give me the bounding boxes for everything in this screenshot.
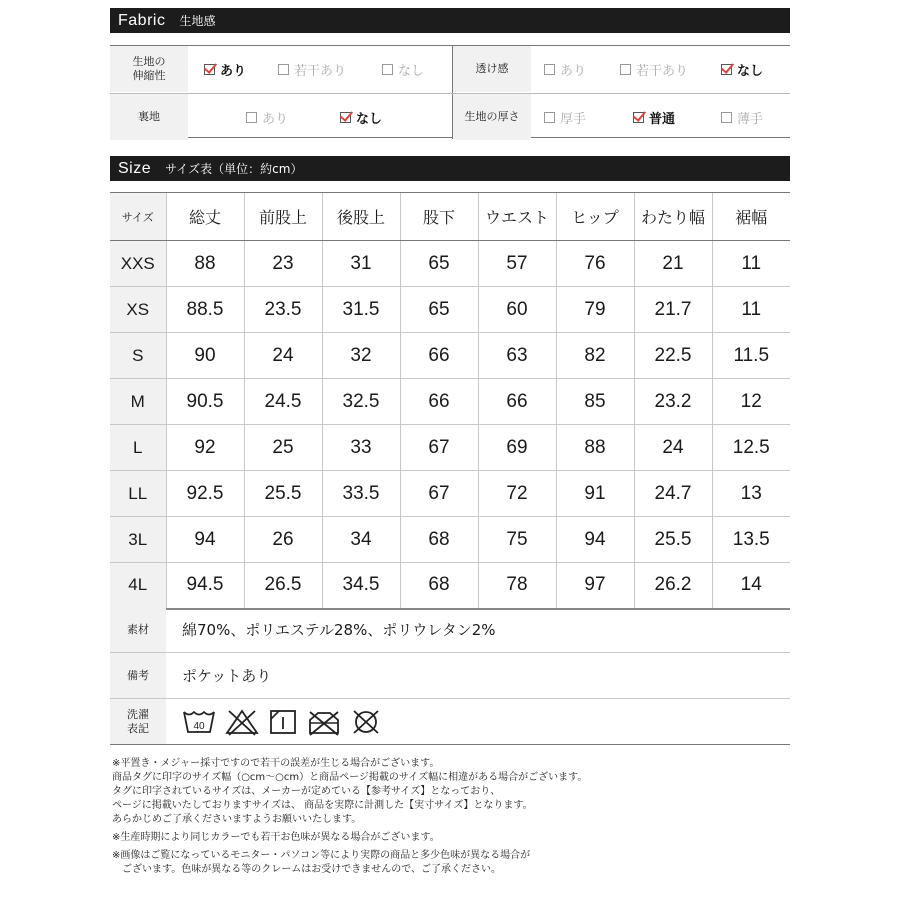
size-value-cell: 32 xyxy=(322,333,400,379)
size-value-cell: 68 xyxy=(400,517,478,563)
size-value-cell: 88.5 xyxy=(166,287,244,333)
size-value-cell: 97 xyxy=(556,563,634,609)
size-value-cell: 60 xyxy=(478,287,556,333)
transparency-label: 透け感 xyxy=(453,46,531,92)
option-label: 若干あり xyxy=(636,63,689,79)
option-label: あり xyxy=(220,63,247,79)
fabric-grid xyxy=(110,45,790,138)
thickness-label: 生地の厚さ xyxy=(453,94,531,140)
column-header: 後股上 xyxy=(322,193,400,241)
option-label: 薄手 xyxy=(737,111,764,127)
transparency-option-yes xyxy=(544,46,586,92)
size-value-cell: 75 xyxy=(478,517,556,563)
checkbox-empty-icon xyxy=(278,64,289,75)
checkbox-empty-icon xyxy=(620,64,631,75)
wash-temp-text: 40 xyxy=(193,720,205,732)
size-value-cell: 92 xyxy=(166,425,244,471)
size-value-cell: 23.5 xyxy=(244,287,322,333)
size-header xyxy=(110,156,790,181)
option-label: あり xyxy=(560,63,587,79)
checkbox-empty-icon xyxy=(382,64,393,75)
checkbox-empty-icon xyxy=(721,112,732,123)
size-label-cell: S xyxy=(110,333,166,379)
size-label-cell: 3L xyxy=(110,517,166,563)
size-value-cell: 24 xyxy=(244,333,322,379)
size-value-cell: 82 xyxy=(556,333,634,379)
size-value-cell: 90.5 xyxy=(166,379,244,425)
fabric-row-lining-thickness xyxy=(110,93,790,139)
size-label-cell: XS xyxy=(110,287,166,333)
size-value-cell: 34 xyxy=(322,517,400,563)
size-row xyxy=(110,333,790,379)
lining-option-no xyxy=(340,94,382,140)
size-value-cell: 21 xyxy=(634,241,712,287)
checkbox-empty-icon xyxy=(246,112,257,123)
note-line: あらかじめご了承くださいますようお願いいたします。 xyxy=(112,814,362,825)
size-table xyxy=(110,192,790,610)
size-value-cell: 26.2 xyxy=(634,563,712,609)
remarks-value: ポケットあり xyxy=(182,667,272,685)
thickness-option-thin xyxy=(721,94,763,140)
size-row xyxy=(110,241,790,287)
no-dry-clean-icon xyxy=(350,708,382,736)
size-value-cell: 11.5 xyxy=(712,333,790,379)
option-label: 若干あり xyxy=(294,63,347,79)
note-line: タグに印字されているサイズは、メーカーが定めている【参考サイズ】となっており、 xyxy=(112,786,501,797)
size-value-cell: 25.5 xyxy=(634,517,712,563)
column-header: 股下 xyxy=(400,193,478,241)
size-value-cell: 13 xyxy=(712,471,790,517)
size-value-cell: 12.5 xyxy=(712,425,790,471)
size-label-cell: M xyxy=(110,379,166,425)
care-row xyxy=(110,699,790,745)
fabric-title-en: Fabric xyxy=(118,11,166,29)
option-label: 普通 xyxy=(649,111,676,127)
size-value-cell: 21.7 xyxy=(634,287,712,333)
checkbox-checked-icon xyxy=(721,64,732,75)
size-value-cell: 13.5 xyxy=(712,517,790,563)
size-value-cell: 78 xyxy=(478,563,556,609)
size-value-cell: 92.5 xyxy=(166,471,244,517)
column-header: 裾幅 xyxy=(712,193,790,241)
remarks-label: 備考 xyxy=(110,653,166,698)
lining-label: 裏地 xyxy=(110,94,188,140)
size-label-cell: XXS xyxy=(110,241,166,287)
size-value-cell: 26.5 xyxy=(244,563,322,609)
column-header: ヒップ xyxy=(556,193,634,241)
size-row xyxy=(110,517,790,563)
size-value-cell: 68 xyxy=(400,563,478,609)
note-line: 商品タグに印字のサイズ幅（○cm～○cm）と商品ページ掲載のサイズ幅に相違がある場合がございます。 xyxy=(112,772,588,783)
option-label: なし xyxy=(356,111,383,127)
transparency-option-none xyxy=(721,46,763,92)
line-dry-shade-icon xyxy=(268,708,298,736)
size-value-cell: 33.5 xyxy=(322,471,400,517)
size-value-cell: 31 xyxy=(322,241,400,287)
stretch-option-yes xyxy=(204,46,246,92)
size-value-cell: 57 xyxy=(478,241,556,287)
size-value-cell: 26 xyxy=(244,517,322,563)
no-bleach-icon xyxy=(225,708,259,736)
size-value-cell: 88 xyxy=(556,425,634,471)
option-label: 厚手 xyxy=(560,111,587,127)
no-tumble-dry-icon xyxy=(307,708,341,736)
care-label: 洗濯 表記 xyxy=(110,699,166,744)
material-label: 素材 xyxy=(110,607,166,652)
size-value-cell: 32.5 xyxy=(322,379,400,425)
checkbox-empty-icon xyxy=(544,64,555,75)
option-label: あり xyxy=(262,111,289,127)
note-line: ※画像はご覧になっているモニター・パソコン等により実際の商品と多少色味が異なる場合が xyxy=(112,850,531,861)
size-value-cell: 63 xyxy=(478,333,556,379)
size-value-cell: 65 xyxy=(400,241,478,287)
option-label: なし xyxy=(398,63,425,79)
size-label-cell: 4L xyxy=(110,563,166,609)
size-value-cell: 91 xyxy=(556,471,634,517)
size-value-cell: 67 xyxy=(400,471,478,517)
size-value-cell: 14 xyxy=(712,563,790,609)
stretch-option-none xyxy=(382,46,424,92)
size-value-cell: 94 xyxy=(556,517,634,563)
size-value-cell: 69 xyxy=(478,425,556,471)
size-title-jp: サイズ表（単位：約cm） xyxy=(165,162,303,176)
size-row xyxy=(110,563,790,609)
size-value-cell: 23.2 xyxy=(634,379,712,425)
size-value-cell: 67 xyxy=(400,425,478,471)
size-value-cell: 79 xyxy=(556,287,634,333)
fabric-row-stretch-transparency xyxy=(110,46,790,92)
size-value-cell: 33 xyxy=(322,425,400,471)
checkbox-checked-icon xyxy=(340,112,351,123)
size-corner-header: サイズ xyxy=(110,193,166,241)
size-value-cell: 90 xyxy=(166,333,244,379)
size-row xyxy=(110,471,790,517)
material-row xyxy=(110,607,790,653)
size-value-cell: 11 xyxy=(712,241,790,287)
size-value-cell: 11 xyxy=(712,287,790,333)
size-value-cell: 66 xyxy=(478,379,556,425)
size-value-cell: 72 xyxy=(478,471,556,517)
material-value: 綿70%、ポリエステル28%、ポリウレタン2% xyxy=(182,621,496,639)
care-icons xyxy=(182,699,382,744)
size-value-cell: 66 xyxy=(400,333,478,379)
size-value-cell: 25 xyxy=(244,425,322,471)
transparency-option-slight xyxy=(620,46,688,92)
column-header: わたり幅 xyxy=(634,193,712,241)
size-value-cell: 34.5 xyxy=(322,563,400,609)
checkbox-checked-icon xyxy=(204,64,215,75)
column-header: 前股上 xyxy=(244,193,322,241)
size-value-cell: 66 xyxy=(400,379,478,425)
note-line: ページに掲載いたしておりますサイズは、 商品を実際に計測した【実寸サイズ】となります。 xyxy=(112,800,533,811)
stretch-label: 生地の 伸縮性 xyxy=(110,46,188,92)
size-value-cell: 94 xyxy=(166,517,244,563)
size-value-cell: 76 xyxy=(556,241,634,287)
stretch-option-slight xyxy=(278,46,346,92)
size-value-cell: 24 xyxy=(634,425,712,471)
lining-option-yes xyxy=(246,94,288,140)
wash-40-icon xyxy=(182,708,216,736)
size-value-cell: 94.5 xyxy=(166,563,244,609)
fabric-title-jp: 生地感 xyxy=(179,14,216,28)
size-row xyxy=(110,425,790,471)
note-line: ございます。色味が異なる等のクレームはお受けできませんので、ご了承ください。 xyxy=(112,864,501,875)
size-value-cell: 12 xyxy=(712,379,790,425)
size-label-cell: LL xyxy=(110,471,166,517)
fabric-header xyxy=(110,8,790,33)
thickness-option-normal xyxy=(633,94,675,140)
remarks-row xyxy=(110,653,790,699)
size-value-cell: 25.5 xyxy=(244,471,322,517)
thickness-option-thick xyxy=(544,94,586,140)
size-value-cell: 65 xyxy=(400,287,478,333)
notes xyxy=(112,757,792,877)
column-header: 総丈 xyxy=(166,193,244,241)
size-table-header-row xyxy=(110,193,790,241)
size-value-cell: 23 xyxy=(244,241,322,287)
size-value-cell: 22.5 xyxy=(634,333,712,379)
size-row xyxy=(110,287,790,333)
size-label-cell: L xyxy=(110,425,166,471)
size-title-en: Size xyxy=(118,159,152,177)
checkbox-empty-icon xyxy=(544,112,555,123)
checkbox-checked-icon xyxy=(633,112,644,123)
option-label: なし xyxy=(737,63,764,79)
column-header: ウエスト xyxy=(478,193,556,241)
note-line: ※平置き・メジャー採寸ですので若干の誤差が生じる場合がございます。 xyxy=(112,758,440,769)
size-value-cell: 24.5 xyxy=(244,379,322,425)
size-row xyxy=(110,379,790,425)
size-value-cell: 24.7 xyxy=(634,471,712,517)
note-line: ※生産時期により同じカラーでも若干お色味が異なる場合がございます。 xyxy=(112,832,440,843)
size-value-cell: 85 xyxy=(556,379,634,425)
size-value-cell: 88 xyxy=(166,241,244,287)
size-value-cell: 31.5 xyxy=(322,287,400,333)
